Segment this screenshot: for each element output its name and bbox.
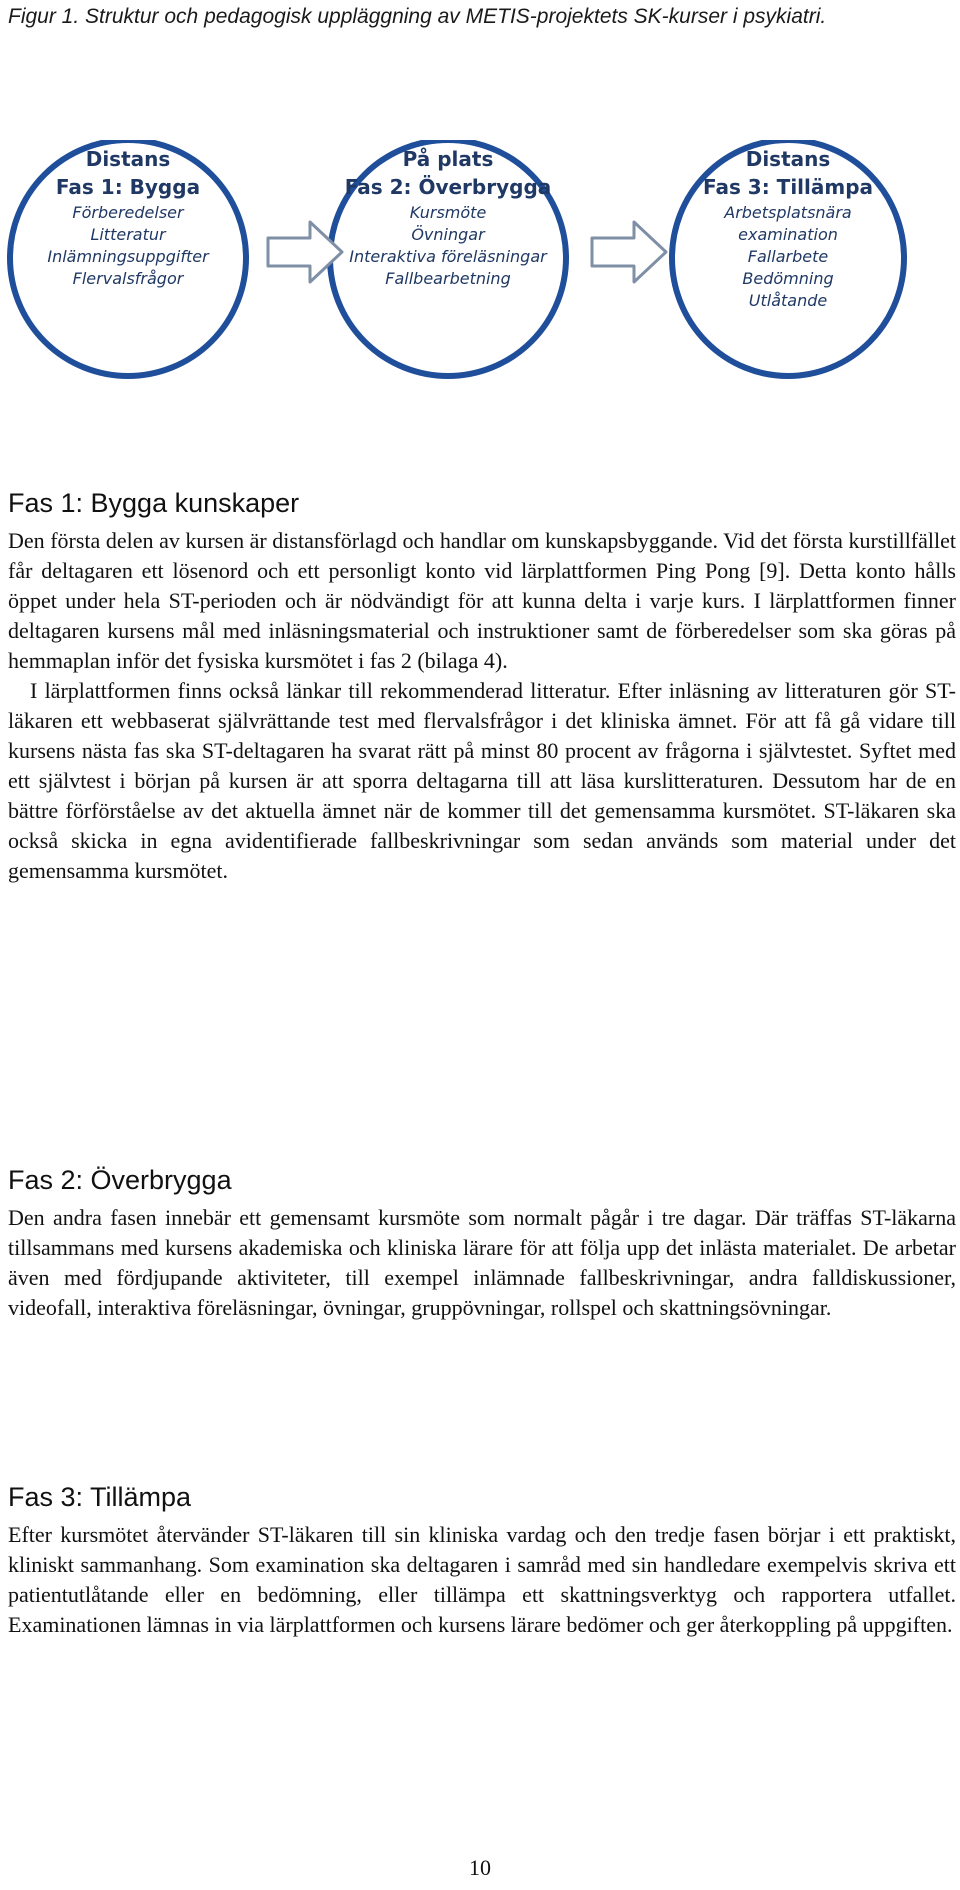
figure-caption: Figur 1. Struktur och pedagogisk uppläggning av METIS-projektets SK-kurser i psykiatri. (8, 5, 827, 28)
phase-1-item: Flervalsfrågor (72, 269, 184, 288)
phase-3-item: Fallarbete (747, 247, 829, 266)
phase-1-item: Förberedelser (72, 203, 184, 222)
section-paragraph: Efter kursmötet återvänder ST-läkaren till sin kliniska vardag och den tredje fasen börjar i ett praktiskt, kliniskt sammanhang. Som examination ska deltagaren i samråd med sin handledare exempelvis skriva ett patientutlåtande eller en bedömning, eller tillämpa ett skattningsverktyg och rapportera utfallet. Examinationen lämnas in via lärplattformen och kursens lärare bedömer och ger återkoppling på uppgiften. (8, 1522, 956, 1637)
section-heading: Fas 1: Bygga kunskaper (8, 488, 300, 518)
phase-1-title: Fas 1: Bygga (55, 175, 201, 199)
phase-3-title: Fas 3: Tillämpa (702, 175, 874, 199)
phase-2-item: Övningar (411, 225, 485, 244)
phase-1-mode: Distans (85, 147, 171, 171)
section-fas-2 (8, 1163, 956, 1323)
phase-3-item: Bedömning (742, 269, 834, 288)
section-fas-3 (8, 1480, 956, 1640)
phase-2-item: Interaktiva föreläsningar (349, 247, 547, 266)
phase-3-item: examination (738, 225, 838, 244)
section-paragraph: I lärplattformen finns också länkar till rekommenderad litteratur. Efter inläsning av litteraturen gör ST-läkaren ett webbaserat självrättande test med flervalsfrågor i det kliniska ämnet. För att få gå vidare till kursens nästa fas ska ST-deltagaren ha svarat rätt på minst 80 procent av frågorna i självtestet. Syftet med ett självtest i början på kursen är att sporra deltagarna till att läsa kurslitteraturen. Dessutom har de en bättre förförståelse av det aktuella ämnet när de kommer till det gemensamma kursmötet. ST-läkaren ska också skicka in egna avidentifierade fallbeskrivningar som sedan används som material under det gemensamma kursmötet. (8, 678, 956, 883)
phase-2-title: Fas 2: Överbrygga (344, 175, 552, 199)
phase-diagram-svg (0, 140, 960, 410)
phase-2-mode: På plats (402, 147, 494, 171)
phase-3-item: Utlåtande (748, 291, 828, 310)
section-paragraph: Den första delen av kursen är distansförlagd och handlar om kunskapsbyggande. Vid det första kurstillfället får deltagaren ett lösenord och ett personligt konto vid lärplattformen Ping Pong [9]. Detta konto hålls öppet under hela ST-perioden och är nödvändigt för att kunna delta i varje kurs. I lärplattformen finner deltagaren kursens mål med inläsningsmaterial och instruktioner samt de förberedelser som ska göras på hemmaplan inför det fysiska kursmötet i fas 2 (bilaga 4). (8, 528, 956, 673)
phase-3-mode: Distans (745, 147, 831, 171)
phase-2-item: Fallbearbetning (385, 269, 511, 288)
phase-1-item: Inlämningsuppgifter (47, 247, 209, 266)
section-paragraph: Den andra fasen innebär ett gemensamt kursmöte som normalt pågår i tre dagar. Där träffas ST-läkarna tillsammans med kursens akademiska och kliniska lärare för att följa upp det inlästa materialet. De arbetar även med fördjupande aktiviteter, till exempel inlämnade fallbeskrivningar, andra falldiskussioner, videofall, interaktiva föreläsningar, övningar, gruppövningar, rollspel och skattningsövningar. (8, 1205, 956, 1320)
section-heading: Fas 2: Överbrygga (8, 1165, 232, 1195)
arrow-right-icon (592, 222, 666, 282)
phase-2-item: Kursmöte (409, 203, 487, 222)
section-heading: Fas 3: Tillämpa (8, 1482, 192, 1512)
phase-1-item: Litteratur (90, 225, 166, 244)
section-fas-1 (8, 486, 956, 886)
phase-diagram (0, 140, 960, 410)
phase-3-item: Arbetsplatsnära (724, 203, 852, 222)
page-number: 10 (469, 1855, 491, 1880)
